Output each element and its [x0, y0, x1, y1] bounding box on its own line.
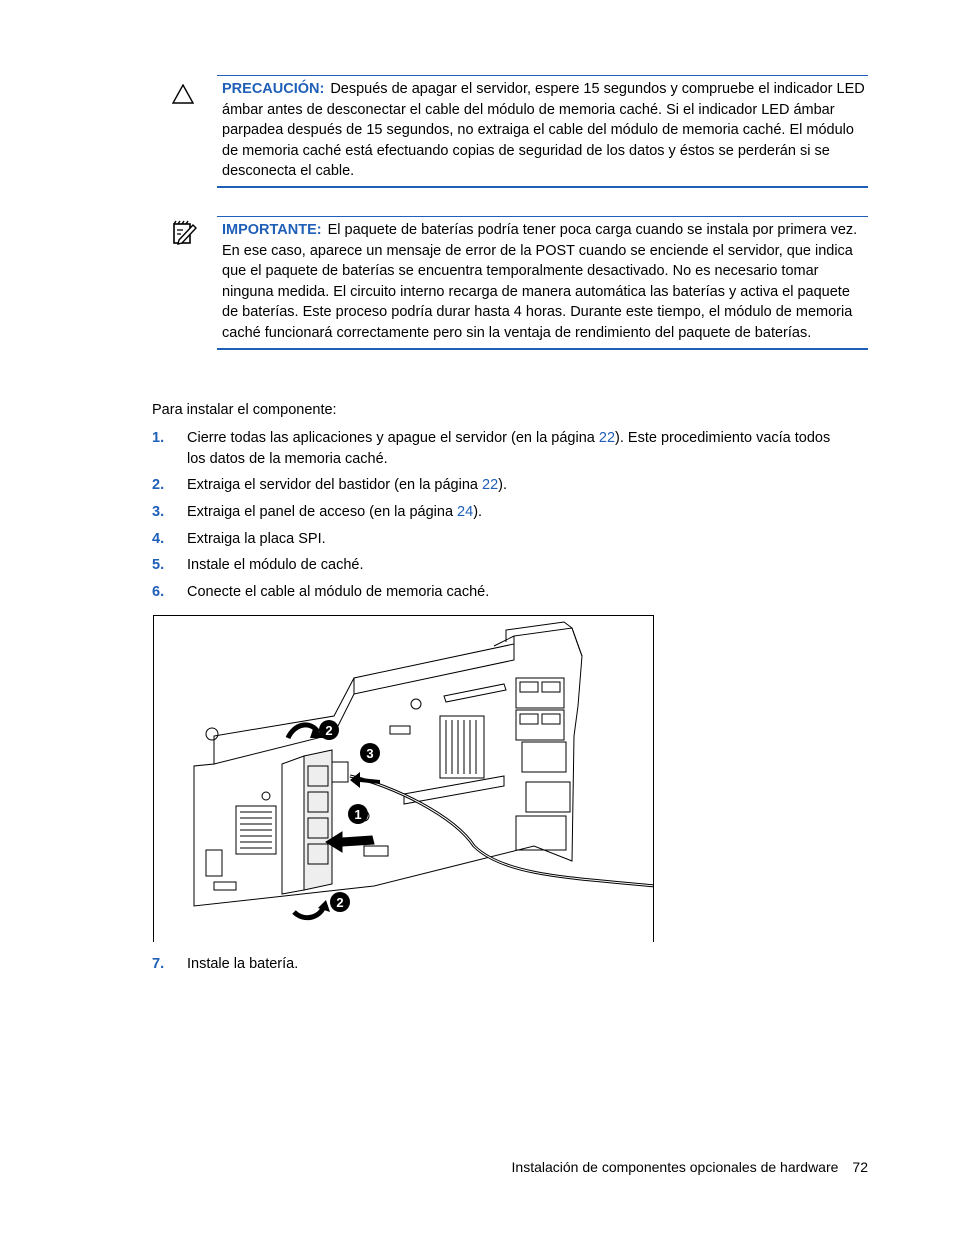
caution-triangle-icon	[172, 84, 194, 104]
step-1	[152, 428, 852, 470]
page-link[interactable]: 22	[598, 430, 616, 446]
step-number: 3.	[152, 504, 165, 520]
step-text: Instale el módulo de caché.	[187, 557, 364, 573]
callout-2-bottom	[330, 892, 350, 912]
important-notepad-icon	[171, 220, 197, 246]
callout-2-top	[319, 720, 339, 740]
step-number: 2.	[152, 477, 165, 493]
page-link[interactable]: 22	[482, 477, 499, 493]
svg-text:1: 1	[354, 807, 362, 822]
page-link[interactable]: 24	[457, 504, 474, 520]
step-2	[152, 475, 852, 496]
step-text: Instale la batería.	[187, 956, 299, 972]
step-4	[152, 529, 852, 550]
step-text: Conecte el cable al módulo de memoria caché.	[187, 584, 490, 600]
step-text-end: ). Este procedimiento vacía todos los datos de la memoria caché.	[187, 430, 831, 467]
step-text-end: ).	[498, 477, 507, 493]
important-text: El paquete de baterías podría tener poca carga cuando se instala por primera vez. En ese caso, aparece un mensaje de error de la POST cuando se enciende el servidor, que indica que el paquete de baterías se encuentra temporalmente desactivado. No es necesario tomar ninguna medida. El circuito interno recarga de manera automática las baterías y activa el paquete de baterías. Este proceso podría durar hasta 4 horas. Durante este tiempo, el módulo de memoria caché funcionará correctamente pero sin la ventaja de rendimiento del paquete de baterías.	[222, 222, 858, 341]
step-number: 5.	[152, 557, 165, 573]
svg-text:3: 3	[366, 746, 374, 761]
caution-text: Después de apagar el servidor, espere 15 segundos y compruebe el indicador LED ámbar antes de desconectar el cable del módulo de memoria caché. Si el indicador LED ámbar parpadea después de 15 segundos, no extraiga el cable del módulo de memoria caché. El módulo de memoria caché está efectuando copias de seguridad de los datos y éstos se perderán si se desconecta el cable.	[222, 81, 865, 180]
intro-text: Para instalar el componente:	[152, 402, 337, 418]
cache-module-diagram	[154, 616, 654, 942]
caution-notice	[217, 75, 868, 188]
page-number: 72	[852, 1159, 868, 1175]
important-label: IMPORTANTE:	[222, 222, 322, 238]
step-number: 6.	[152, 584, 165, 600]
important-notice	[217, 216, 868, 350]
step-7	[152, 954, 852, 975]
step-6	[152, 582, 852, 603]
callout-3	[360, 743, 380, 763]
step-text-end: ).	[473, 504, 483, 520]
svg-text:2: 2	[325, 723, 333, 738]
step-5	[152, 555, 852, 576]
caution-label: PRECAUCIÓN:	[222, 81, 325, 97]
step-text: Cierre todas las aplicaciones y apague el servidor (en la página	[187, 430, 599, 446]
installation-figure	[153, 615, 654, 942]
svg-text:2: 2	[336, 895, 344, 910]
step-3	[152, 502, 852, 523]
step-number: 1.	[152, 430, 165, 446]
step-text: Extraiga el panel de acceso (en la página	[187, 504, 458, 520]
step-text: Extraiga el servidor del bastidor (en la página	[187, 477, 482, 493]
page-footer	[512, 1159, 868, 1175]
step-number: 7.	[152, 956, 165, 972]
step-number: 4.	[152, 531, 165, 547]
step-text: Extraiga la placa SPI.	[187, 531, 326, 547]
callout-1	[348, 804, 368, 824]
footer-section-title: Instalación de componentes opcionales de hardware	[511, 1159, 839, 1175]
